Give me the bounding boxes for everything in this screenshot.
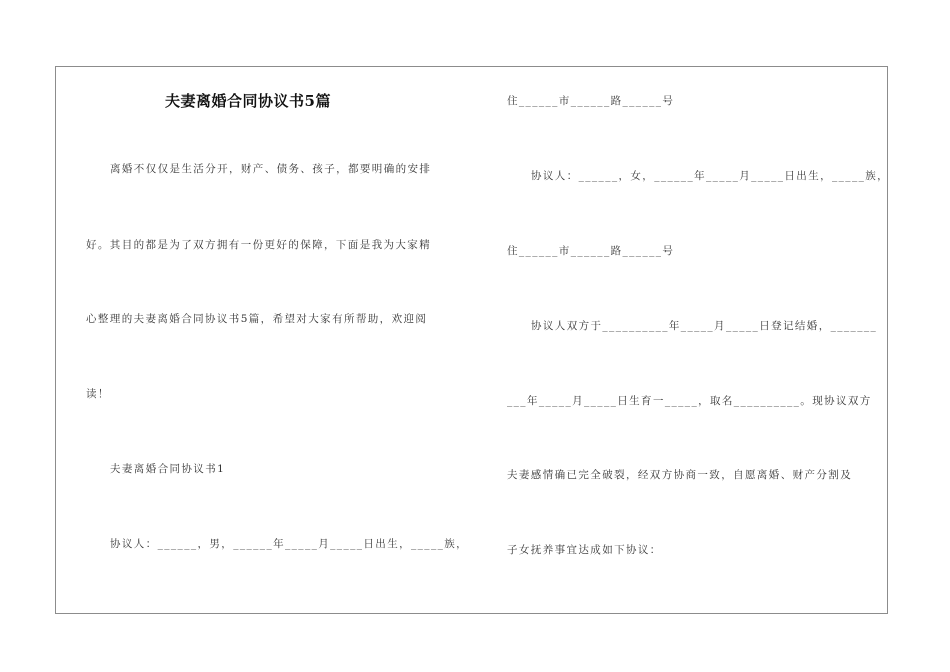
right-paragraph-line-1: 住______市______路______号: [507, 95, 675, 107]
document-title: 夫妻离婚合同协议书5篇: [165, 92, 331, 110]
right-paragraph-line-3: 住______市______路______号: [507, 245, 675, 257]
right-paragraph-line-4: 协议人双方于__________年_____月_____日登记结婚，_______: [531, 320, 878, 332]
left-paragraph-line-3: 心整理的夫妻离婚合同协议书5篇，希望对大家有所帮助，欢迎阅: [86, 313, 428, 325]
right-paragraph-line-7: 子女抚养事宜达成如下协议：: [507, 544, 662, 556]
right-paragraph-line-6: 夫妻感情确已完全破裂，经双方协商一致，自愿离婚、财产分割及: [507, 469, 853, 481]
left-paragraph-line-1: 离婚不仅仅是生活分开，财产、债务、孩子，都要明确的安排: [110, 163, 432, 175]
page-frame: [55, 66, 888, 614]
right-paragraph-line-5: ___年_____月_____日生育一_____，取名__________。现协议双方: [507, 395, 872, 407]
section-heading: 夫妻离婚合同协议书1: [110, 463, 226, 475]
left-paragraph-line-6: 协议人：______，男，______年_____月_____日出生，_____族，: [110, 538, 469, 550]
left-paragraph-line-2: 好。其目的都是为了双方拥有一份更好的保障，下面是我为大家精: [86, 239, 432, 251]
left-paragraph-line-4: 读！: [86, 388, 110, 400]
right-paragraph-line-2: 协议人：______，女，______年_____月_____日出生，_____族，: [531, 170, 890, 182]
